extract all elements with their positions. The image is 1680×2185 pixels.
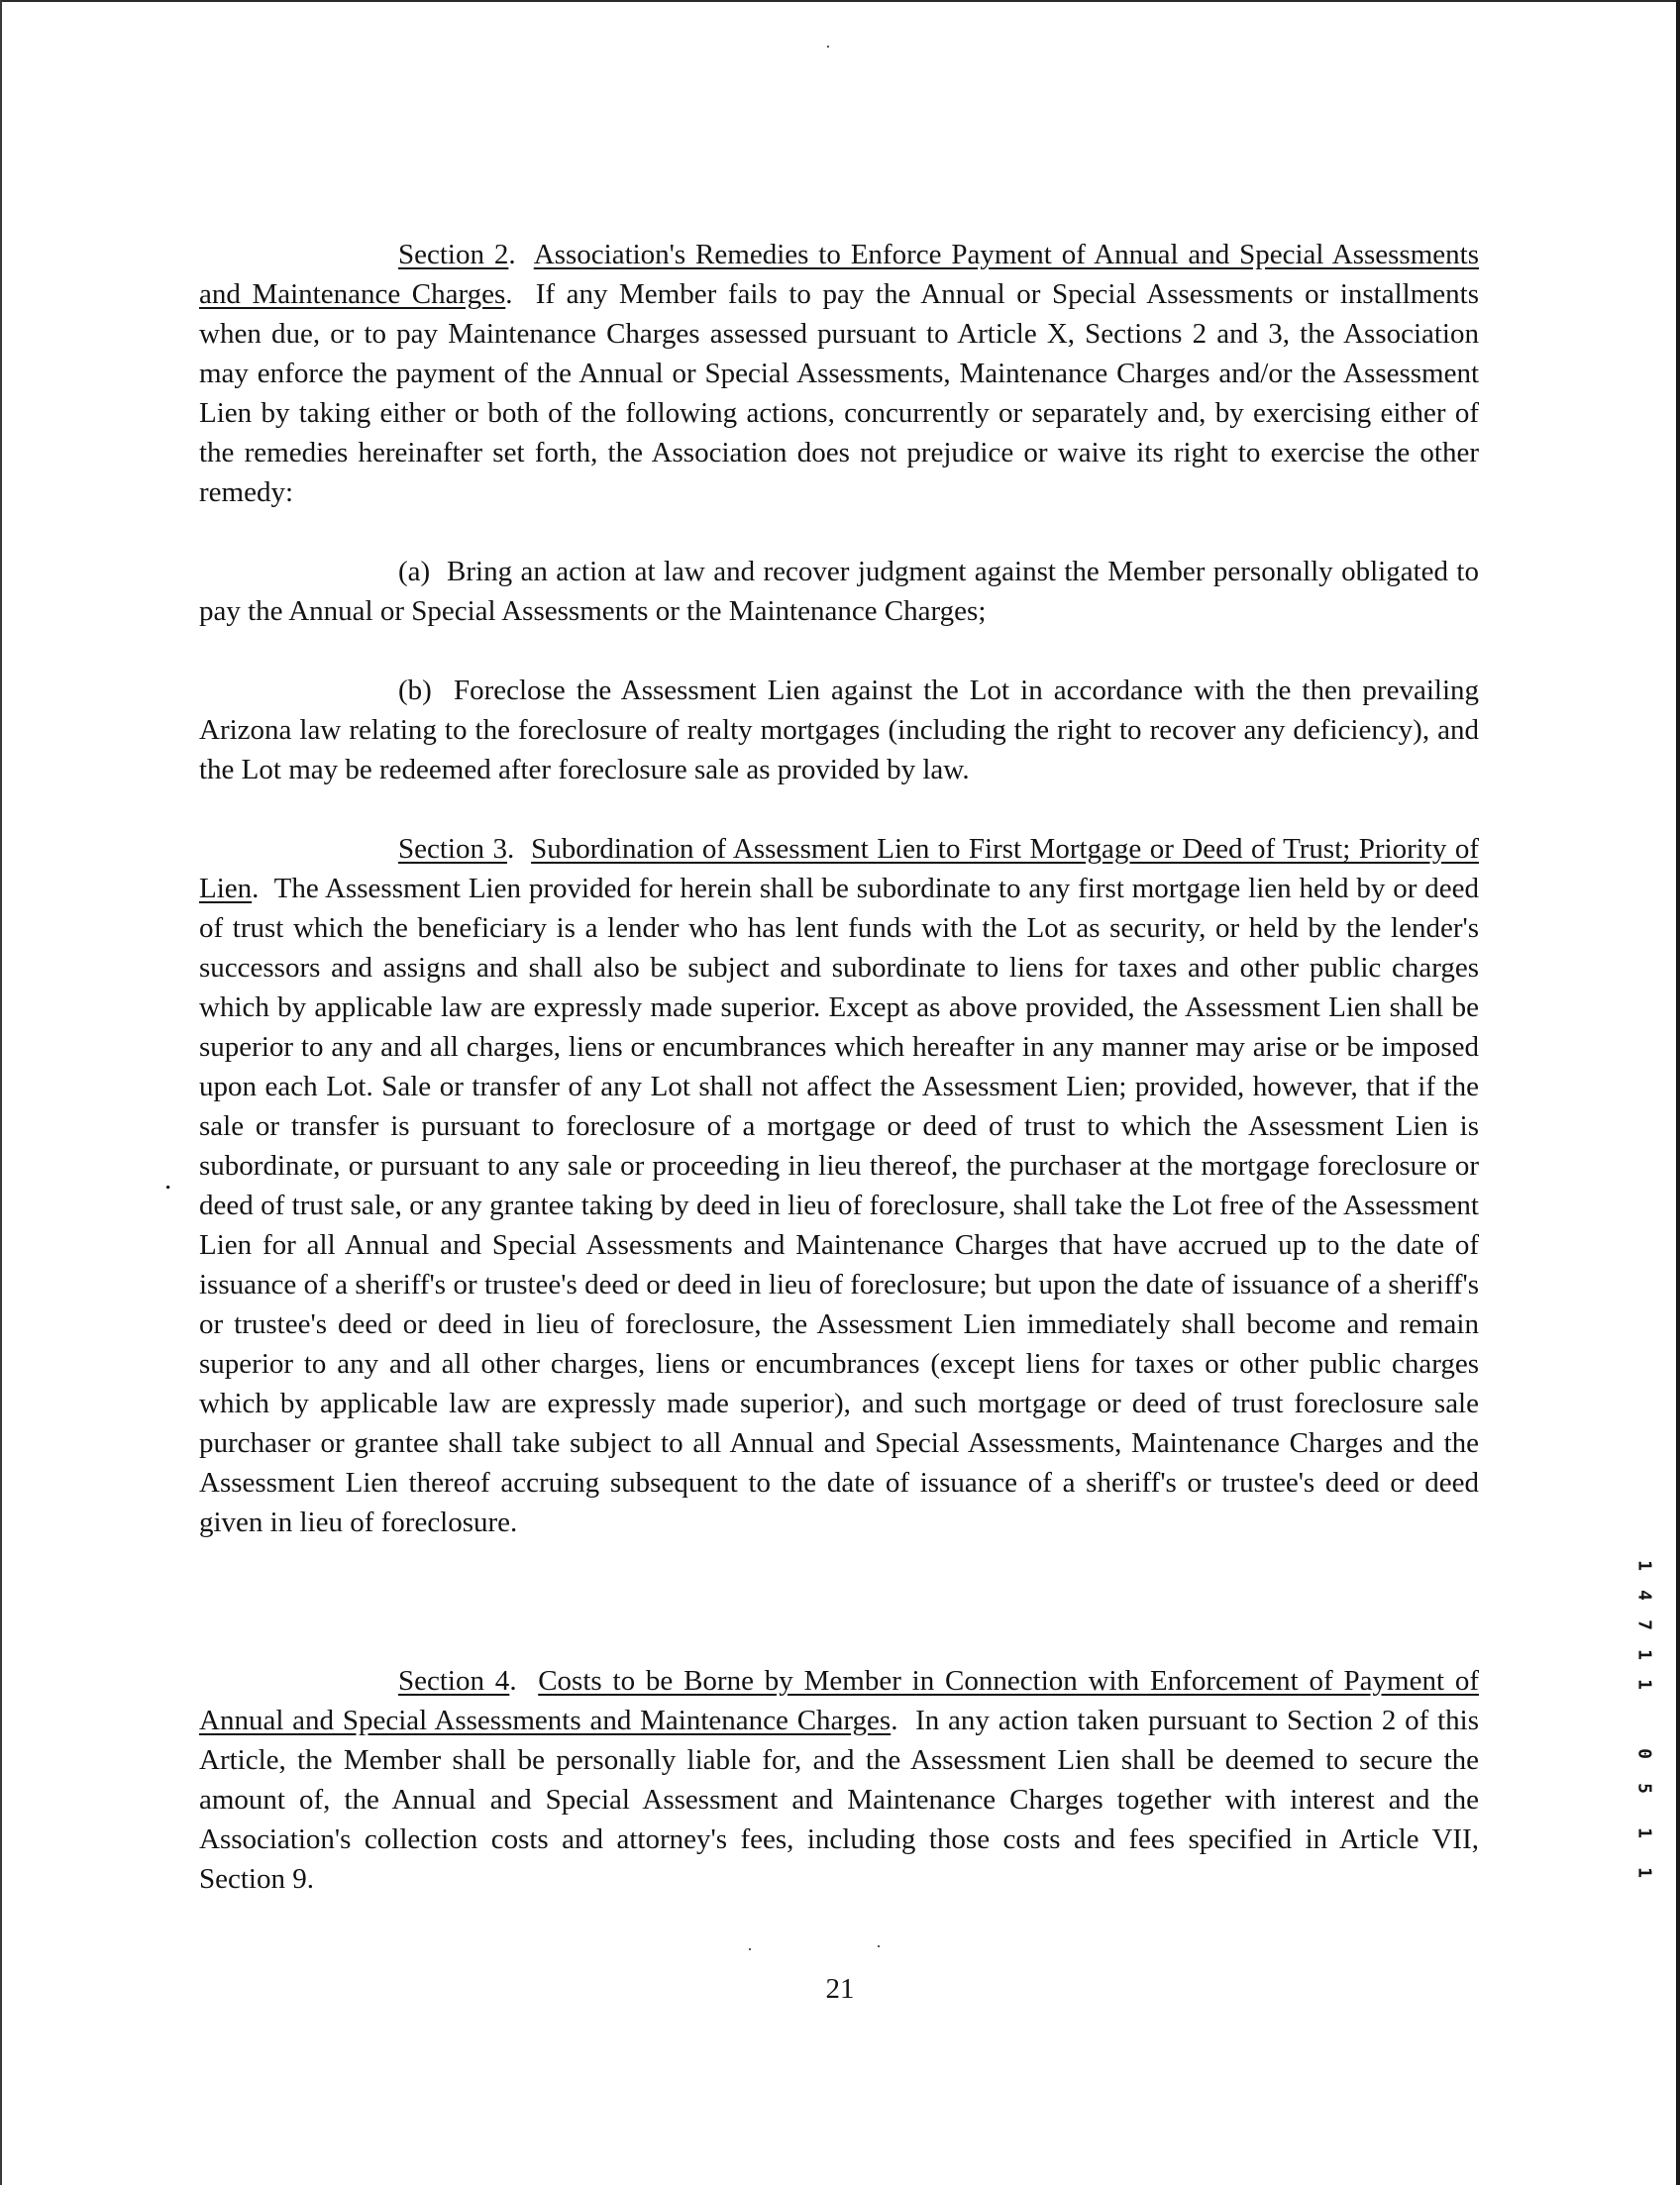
scan-edge-left bbox=[0, 0, 2, 2185]
section-2-label: Section 2 bbox=[398, 239, 509, 270]
section-4-label: Section 4 bbox=[398, 1665, 510, 1697]
subparagraph-a bbox=[199, 552, 1479, 631]
section-4-title: Costs to be Borne by Member in Connection with Enforcement of Payment of Annual and Special Assessments and Maintenance Charges bbox=[199, 1665, 1479, 1736]
stamp-digit: 1 bbox=[1633, 1867, 1655, 1878]
stamp-digit: 1 bbox=[1633, 1560, 1655, 1571]
section-3-title: Subordination of Assessment Lien to First Mortgage or Deed of Trust; Priority of Lien bbox=[199, 833, 1479, 904]
subparagraph-b bbox=[199, 671, 1479, 789]
stamp-digit: 1 bbox=[1633, 1827, 1655, 1838]
section-3 bbox=[199, 829, 1479, 1542]
section-4-body: In any action taken pursuant to Section 2 of this Article, the Member shall be personally liable for, and the Assessment Lien shall be deemed to secure the amount of, the Annual and Special Assessment and Maintenance Charges together with interest and the Association's collection costs and attorney's fees, including those costs and fees specified in Article VII, Section 9. bbox=[199, 1705, 1479, 1895]
stamp-digit: 4 bbox=[1633, 1590, 1655, 1601]
section-4 bbox=[199, 1661, 1479, 1899]
section-3-body: The Assessment Lien provided for herein shall be subordinate to any first mortgage lien held by or deed of trust which the beneficiary is a lender who has lent funds with the Lot as security, or held by the lender's successors and assigns and shall also be subject and subordinate to liens for taxes and other public charges which by applicable law are expressly made superior. Except as above provided, the Assessment Lien shall be superior to any and all charges, liens or encumbrances which hereafter in any manner may arise or be imposed upon each Lot. Sale or transfer of any Lot shall not affect the Assessment Lien; provided, however, that if the sale or transfer is pursuant to foreclosure of a mortgage or deed of trust to which the Assessment Lien is subordinate, or pursuant to any sale or proceeding in lieu thereof, the purchaser at the mortgage foreclosure or deed of trust sale, or any grantee taking by deed in lieu of foreclosure, shall take the Lot free of the Assessment Lien for all Annual and Special Assessments and Maintenance Charges that have accrued up to the date of issuance of a sheriff's or trustee's deed or deed in lieu of foreclosure; but upon the date of issuance of a sheriff's or trustee's deed or deed in lieu of foreclosure, the Assessment Lien immediately shall become and remain superior to any and all other charges, liens or encumbrances (except liens for taxes or other public charges which by applicable law are expressly made superior), and such mortgage or deed of trust foreclosure sale purchaser or grantee shall take subject to all Annual and Special Assessments, Maintenance Charges and the Assessment Lien thereof accruing subsequent to the date of issuance of a sheriff's or trustee's deed or deed given in lieu of foreclosure. bbox=[199, 873, 1479, 1538]
scan-speck bbox=[827, 46, 829, 48]
stamp-digit: 1 bbox=[1633, 1679, 1655, 1690]
subparagraph-b-text: Foreclose the Assessment Lien against the Lot in accordance with the then prevailing Arizona law relating to the foreclosure of realty mortgages (including the right to recover any deficiency), and the Lot may be redeemed after foreclosure sale as provided by law. bbox=[199, 675, 1480, 785]
section-2 bbox=[199, 235, 1479, 512]
section-3-label: Section 3 bbox=[398, 833, 507, 865]
page-number: 21 bbox=[825, 1973, 855, 2005]
stamp-digit: 7 bbox=[1633, 1619, 1655, 1630]
subparagraph-a-text: Bring an action at law and recover judgment against the Member personally obligated to pay the Annual or Special Assessments or the Maintenance Charges; bbox=[199, 556, 1479, 627]
section-3-paragraph: Section 3. Subordination of Assessment Lien to First Mortgage or Deed of Trust; Priority of Lien. The Assessment Lien provided for herein shall be subordinate to any first mortgage lien held by or deed of trust which the beneficiary is a lender who has lent funds with the Lot as security, or held by the lender's successors and assigns and shall also be subject and subordinate to liens for taxes and other public charges which by applicable law are expressly made superior. Except as above provided, the Assessment Lien shall be superior to any and all charges, liens or encumbrances which hereafter in any manner may arise or be imposed upon each Lot. Sale or transfer of any Lot shall not affect the Assessment Lien; provided, however, that if the sale or transfer is pursuant to foreclosure of a mortgage or deed of trust to which the Assessment Lien is subordinate, or pursuant to any sale or proceeding in lieu thereof, the purchaser at the mortgage foreclosure or deed of trust sale, or any grantee taking by deed in lieu of foreclosure, shall take the Lot free of the Assessment Lien for all Annual and Special Assessments and Maintenance Charges that have accrued up to the date of issuance of a sheriff's or trustee's deed or deed in lieu of foreclosure; but upon the date of issuance of a sheriff's or trustee's deed or deed in lieu of foreclosure, the Assessment Lien immediately shall become and remain superior to any and all other charges, liens or encumbrances (except liens for taxes or other public charges which by applicable law are expressly made superior), and such mortgage or deed of trust foreclosure sale purchaser or grantee shall take subject to all Annual and Special Assessments, Maintenance Charges and the Assessment Lien thereof accruing subsequent to the date of issuance of a sheriff's or trustee's deed or deed given in lieu of foreclosure. bbox=[199, 833, 1479, 1538]
section-2-paragraph: Section 2. Association's Remedies to Enforce Payment of Annual and Special Assessments and Maintenance Charges. If any Member fails to pay the Annual or Special Assessments or installments when due, or to pay Maintenance Charges assessed pursuant to Article X, Sections 2 and 3, the Association may enforce the payment of the Annual or Special Assessments, Maintenance Charges and/or the Assessment Lien by taking either or both of the following actions, concurrently or separately and, by exercising either of the remedies hereinafter set forth, the Association does not prejudice or waive its right to exercise the other remedy: bbox=[199, 239, 1479, 508]
scan-speck bbox=[749, 1948, 751, 1950]
section-4-paragraph: Section 4. Costs to be Borne by Member in Connection with Enforcement of Payment of Annual and Special Assessments and Maintenance Charges. In any action taken pursuant to Section 2 of this Article, the Member shall be personally liable for, and the Assessment Lien shall be deemed to secure the amount of, the Annual and Special Assessment and Maintenance Charges together with interest and the Association's collection costs and attorney's fees, including those costs and fees specified in Article VII, Section 9. bbox=[199, 1665, 1479, 1895]
subparagraph-a-marker: (a) bbox=[398, 556, 431, 587]
scan-edge-right bbox=[1676, 0, 1680, 2185]
section-2-subparagraph-b bbox=[199, 671, 1479, 789]
stamp-digit: 1 bbox=[1633, 1649, 1655, 1660]
stamp-digit: 5 bbox=[1633, 1783, 1655, 1794]
recording-stamp bbox=[1625, 1555, 1664, 1912]
section-2-subparagraph-a bbox=[199, 552, 1479, 631]
stray-mark: . bbox=[164, 1164, 172, 1196]
subparagraph-b-marker: (b) bbox=[398, 675, 432, 706]
section-2-title: Association's Remedies to Enforce Payment of Annual and Special Assessments and Maintenance Charges bbox=[199, 239, 1479, 310]
scan-edge-top bbox=[0, 0, 1680, 2]
scan-speck bbox=[878, 1945, 880, 1947]
section-2-body: If any Member fails to pay the Annual or Special Assessments or installments when due, or to pay Maintenance Charges assessed pursuant to Article X, Sections 2 and 3, the Association may enforce the payment of the Annual or Special Assessments, Maintenance Charges and/or the Assessment Lien by taking either or both of the following actions, concurrently or separately and, by exercising either of the remedies hereinafter set forth, the Association does not prejudice or waive its right to exercise the other remedy: bbox=[199, 278, 1479, 508]
stamp-digit: 0 bbox=[1633, 1748, 1655, 1759]
